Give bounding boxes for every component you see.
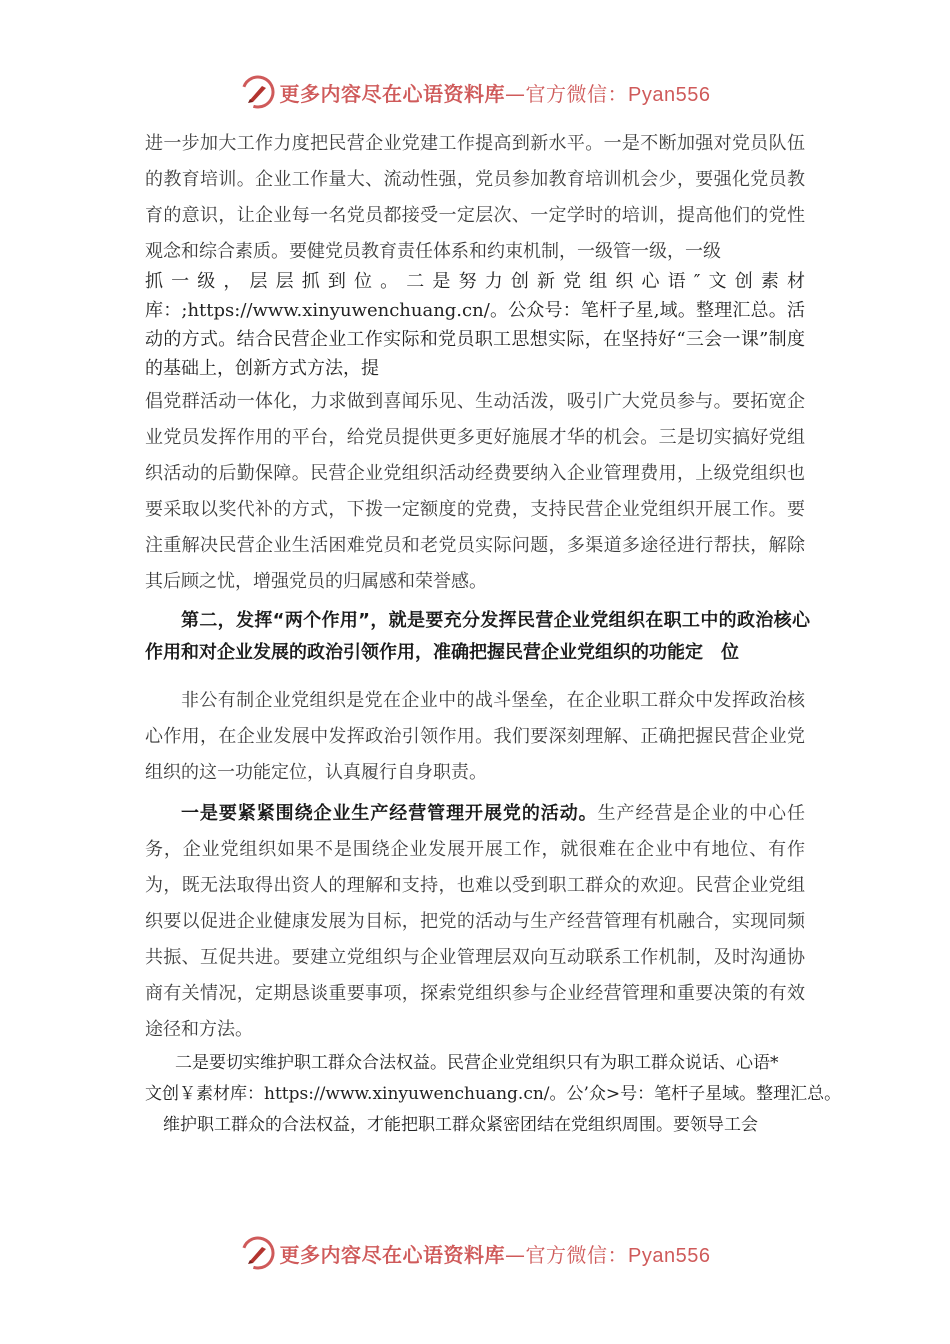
- watermark-main: 更多内容尽在心语资料库: [279, 1242, 506, 1267]
- header-watermark: [0, 72, 950, 112]
- watermark-separator: —: [505, 81, 526, 106]
- section-heading-2: 第二，发挥“两个作用”，就是要充分发挥民营企业党组织在职工中的政治核心作用和对企业发展的政治引领作用，准确把握民营企业党组织的功能定 位: [145, 610, 810, 663]
- paragraph-1: 进一步加大工作力度把民营企业党建工作提高到新水平。一是不断加强对党员队伍的教育培训。企业工作量大、流动性强，党员参加教育培训机会少，要强化党员教育的意识，让企业每一名党员都接受一定层次、一定学时的培训，提高他们的党性观念和综合素质。要健党员教育责任体系和约束机制，一级管一级，一级: [145, 133, 805, 262]
- watermark-id: Pyan556: [628, 83, 711, 106]
- watermark-text: [280, 1239, 711, 1268]
- paragraph-5-body: 生产经营是企业的中心任务，企业党组织如果不是围绕企业发展开展工作，就很难在企业中有地位、有作为，既无法取得出资人的理解和支持，也难以受到职工群众的欢迎。民营企业党组织要以促进企业健康发展为目标，把党的活动与生产经营管理有机融合，实现同频共振、互促共进。要建立党组织与企业管理层双向互动联系工作机制，及时沟通协商有关情况，定期恳谈重要事项，探索党组织参与企业经营管理和重要决策的有效途径和方法。: [145, 803, 805, 1040]
- paragraph-6: [145, 1048, 842, 1141]
- watermark-sub: 官方微信：: [525, 1242, 629, 1267]
- watermark-sub: 官方微信：: [525, 81, 629, 106]
- watermark-main: 更多内容尽在心语资料库: [279, 81, 506, 106]
- paragraph-6-line-1: 二是要切实维护职工群众合法权益。民营企业党组织只有为职工群众说话、心语*: [175, 1053, 779, 1073]
- paragraph-5: [145, 796, 805, 1048]
- paragraph-6-line-2: 文创￥素材库：https://www.xinyuwenchuang.cn/。公’众>号：笔杆子星域。整理汇总。: [145, 1084, 842, 1104]
- watermark-text: [280, 78, 711, 107]
- paragraph-6-line-3: 维护职工群众的合法权益，才能把职工群众紧密团结在党组织周围。要领导工会: [163, 1115, 758, 1135]
- paragraph-3: 倡党群活动一体化，力求做到喜闻乐见、生动活泼，吸引广大党员参与。要拓宽企业党员发挥作用的平台，给党员提供更多更好施展才华的机会。三是切实搞好党组织活动的后勤保障。民营企业党组织活动经费要纳入企业管理费用，上级党组织也要采取以奖代补的方式，下拨一定额度的党费，支持民营企业党组织开展工作。要注重解决民营企业生活困难党员和老党员实际问题，多渠道多途径进行帮扶，解除其后顾之忧，增强党员的归属感和荣誉感。: [145, 391, 805, 592]
- watermark-separator: —: [505, 1242, 526, 1267]
- watermark-id: Pyan556: [628, 1244, 711, 1267]
- quill-logo-icon: [240, 1235, 276, 1271]
- footer-watermark: [0, 1233, 950, 1273]
- paragraph-4: 非公有制企业党组织是党在企业中的战斗堡垒，在企业职工群众中发挥政治核心作用，在企业发展中发挥政治引领作用。我们要深刻理解、正确把握民营企业党组织的这一功能定位，认真履行自身职责。: [145, 690, 805, 783]
- paragraph-2: 抓一级，层层抓到位。二是努力创新党组织心语″文创素材库：;https://www.xinyuwenchuang.cn/。公众号：笔杆子星,域。整理汇总。活动的方式。结合民营企业工作实际和党员职工思想实际，在坚持好“三会一课”制度的基础上，创新方式方法，提: [145, 271, 805, 379]
- quill-logo-icon: [240, 74, 276, 110]
- paragraph-5-lead: 一是要紧紧围绕企业生产经营管理开展党的活动。: [181, 803, 598, 824]
